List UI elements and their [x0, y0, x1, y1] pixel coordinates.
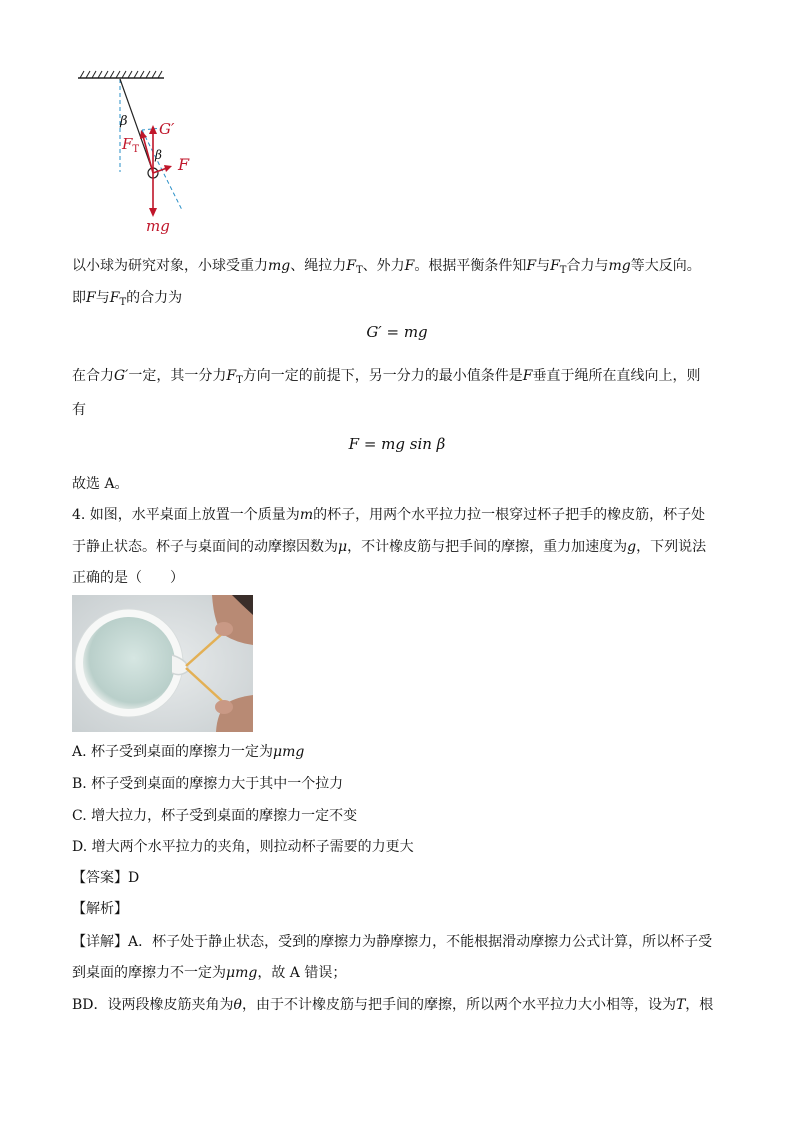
q4-l1b: 的杯子，用两个水平拉力拉一根穿过杯子把手的橡皮筋，杯子处 [313, 507, 706, 523]
bd-theta: θ [233, 997, 242, 1013]
g-prime-label: G′ [159, 120, 175, 138]
answer-line [72, 868, 139, 888]
p2-ft-sub: T [119, 297, 127, 308]
detail-l2a: 到桌面的摩擦力不一定为 [72, 965, 226, 981]
p1-text-h: 等大反向。 [630, 258, 701, 274]
q4-mu: μ [338, 539, 348, 555]
paragraph-3b: 有 [72, 402, 86, 418]
answer-tag: 【答案】 [72, 870, 128, 886]
q4-l2c: ，下列说法 [636, 539, 707, 555]
q4-line-3: 正确的是（ ） [72, 570, 184, 586]
analysis-tag: 【解析】 [72, 901, 128, 917]
bd-line [72, 995, 713, 1015]
p1-ft: F [346, 258, 356, 274]
p3-text-b: 一定，其一分力 [128, 368, 227, 384]
choose-line: 故选 A。 [72, 476, 129, 492]
p3-ft-sub: T [236, 375, 243, 386]
option-a-text: A. 杯子受到桌面的摩擦力一定为 [72, 744, 274, 760]
p1-text-b: 、绳拉力 [290, 258, 347, 274]
detail-l2b: ，故 A 错误； [257, 965, 347, 981]
p3-ft: F [226, 368, 237, 384]
force-diagram [70, 70, 210, 240]
ft-arrow [143, 136, 153, 173]
option-c: C. 增大拉力，杯子受到桌面的摩擦力一定不变 [72, 808, 358, 824]
p1-f: F [404, 258, 415, 274]
paragraph-2 [72, 288, 182, 313]
ft-label-sub: T [132, 144, 140, 155]
mg-arrowhead [149, 208, 157, 217]
p2-text-a: 即 [72, 290, 86, 306]
f-label: F [178, 155, 190, 174]
equation-1: G′ = mg [366, 323, 428, 341]
p1-f2: F [526, 258, 537, 274]
detail-l1: A．杯子处于静止状态，受到的摩擦力为静摩擦力，不能根据滑动摩擦力公式计算，所以杯子受 [128, 934, 713, 950]
detail-line-1 [72, 932, 712, 952]
option-a-math: μmg [273, 744, 305, 760]
paragraph-1 [72, 256, 701, 281]
p3-f: F [522, 368, 533, 384]
q4-l1a: 4. 如图，水平桌面上放置一个质量为 [72, 507, 300, 523]
beta-mid-label: β [155, 148, 162, 162]
p1-text-e: 与 [536, 258, 551, 274]
p3-text-a: 在合力 [72, 368, 114, 384]
p1-text-a: 以小球为研究对象，小球受重力 [72, 258, 268, 274]
p1-ft-sub: T [355, 265, 363, 276]
cup-photo-svg [72, 595, 253, 732]
mg-label: mg [146, 217, 170, 235]
q4-line-1 [72, 505, 705, 525]
p2-f: F [86, 290, 96, 306]
paragraph-3 [72, 366, 700, 391]
p2-text-c: 的合力为 [126, 290, 183, 306]
p1-ft2: F [550, 258, 560, 274]
p3-text-c: 方向一定的前提下，另一分力的最小值条件是 [242, 368, 523, 384]
ft-label [122, 135, 139, 155]
q4-l2a: 于静止状态。杯子与桌面间的动摩擦因数为 [72, 539, 338, 555]
p1-mg: mg [268, 258, 291, 274]
beta-top-label: β [120, 114, 128, 129]
p1-ft2-sub: T [559, 265, 567, 276]
option-a [72, 742, 304, 762]
detail-tag: 【详解】 [72, 934, 128, 950]
cup-photo [72, 595, 253, 732]
p3-text-d: 垂直于绳所在直线向上，则 [532, 368, 701, 384]
p1-text-c: 、外力 [362, 258, 405, 274]
q4-line-2 [72, 537, 706, 557]
equation-2: F = mg sin β [348, 435, 446, 453]
ft-label-main: F [122, 135, 133, 153]
bd-text-a: BD．设两段橡皮筋夹角为 [72, 997, 234, 1013]
bd-text-b: ，由于不计橡皮筋与把手间的摩擦，所以两个水平拉力大小相等，设为 [241, 997, 676, 1013]
detail-l2-math: μmg [226, 965, 258, 981]
p2-text-b: 与 [95, 290, 110, 306]
ceiling-hatch [80, 71, 162, 78]
p1-text-g: 合力与 [566, 258, 609, 274]
p1-text-d: 。根据平衡条件知 [414, 258, 527, 274]
bd-t: T [675, 997, 686, 1013]
p1-mg2: mg [608, 258, 631, 274]
option-b: B. 杯子受到桌面的摩擦力大于其中一个拉力 [72, 776, 344, 792]
q4-m: m [299, 507, 314, 523]
detail-line-2 [72, 963, 346, 983]
bd-text-c: ，根 [685, 997, 714, 1013]
answer-value: D [128, 870, 140, 886]
f-arrowhead [164, 165, 172, 172]
q4-g: g [627, 539, 637, 555]
option-d: D. 增大两个水平拉力的夹角，则拉动杯子需要的力更大 [72, 839, 414, 855]
p3-g: G′ [114, 368, 129, 384]
q4-l2b: ，不计橡皮筋与把手间的摩擦，重力加速度为 [347, 539, 628, 555]
p2-ft: F [109, 290, 120, 306]
